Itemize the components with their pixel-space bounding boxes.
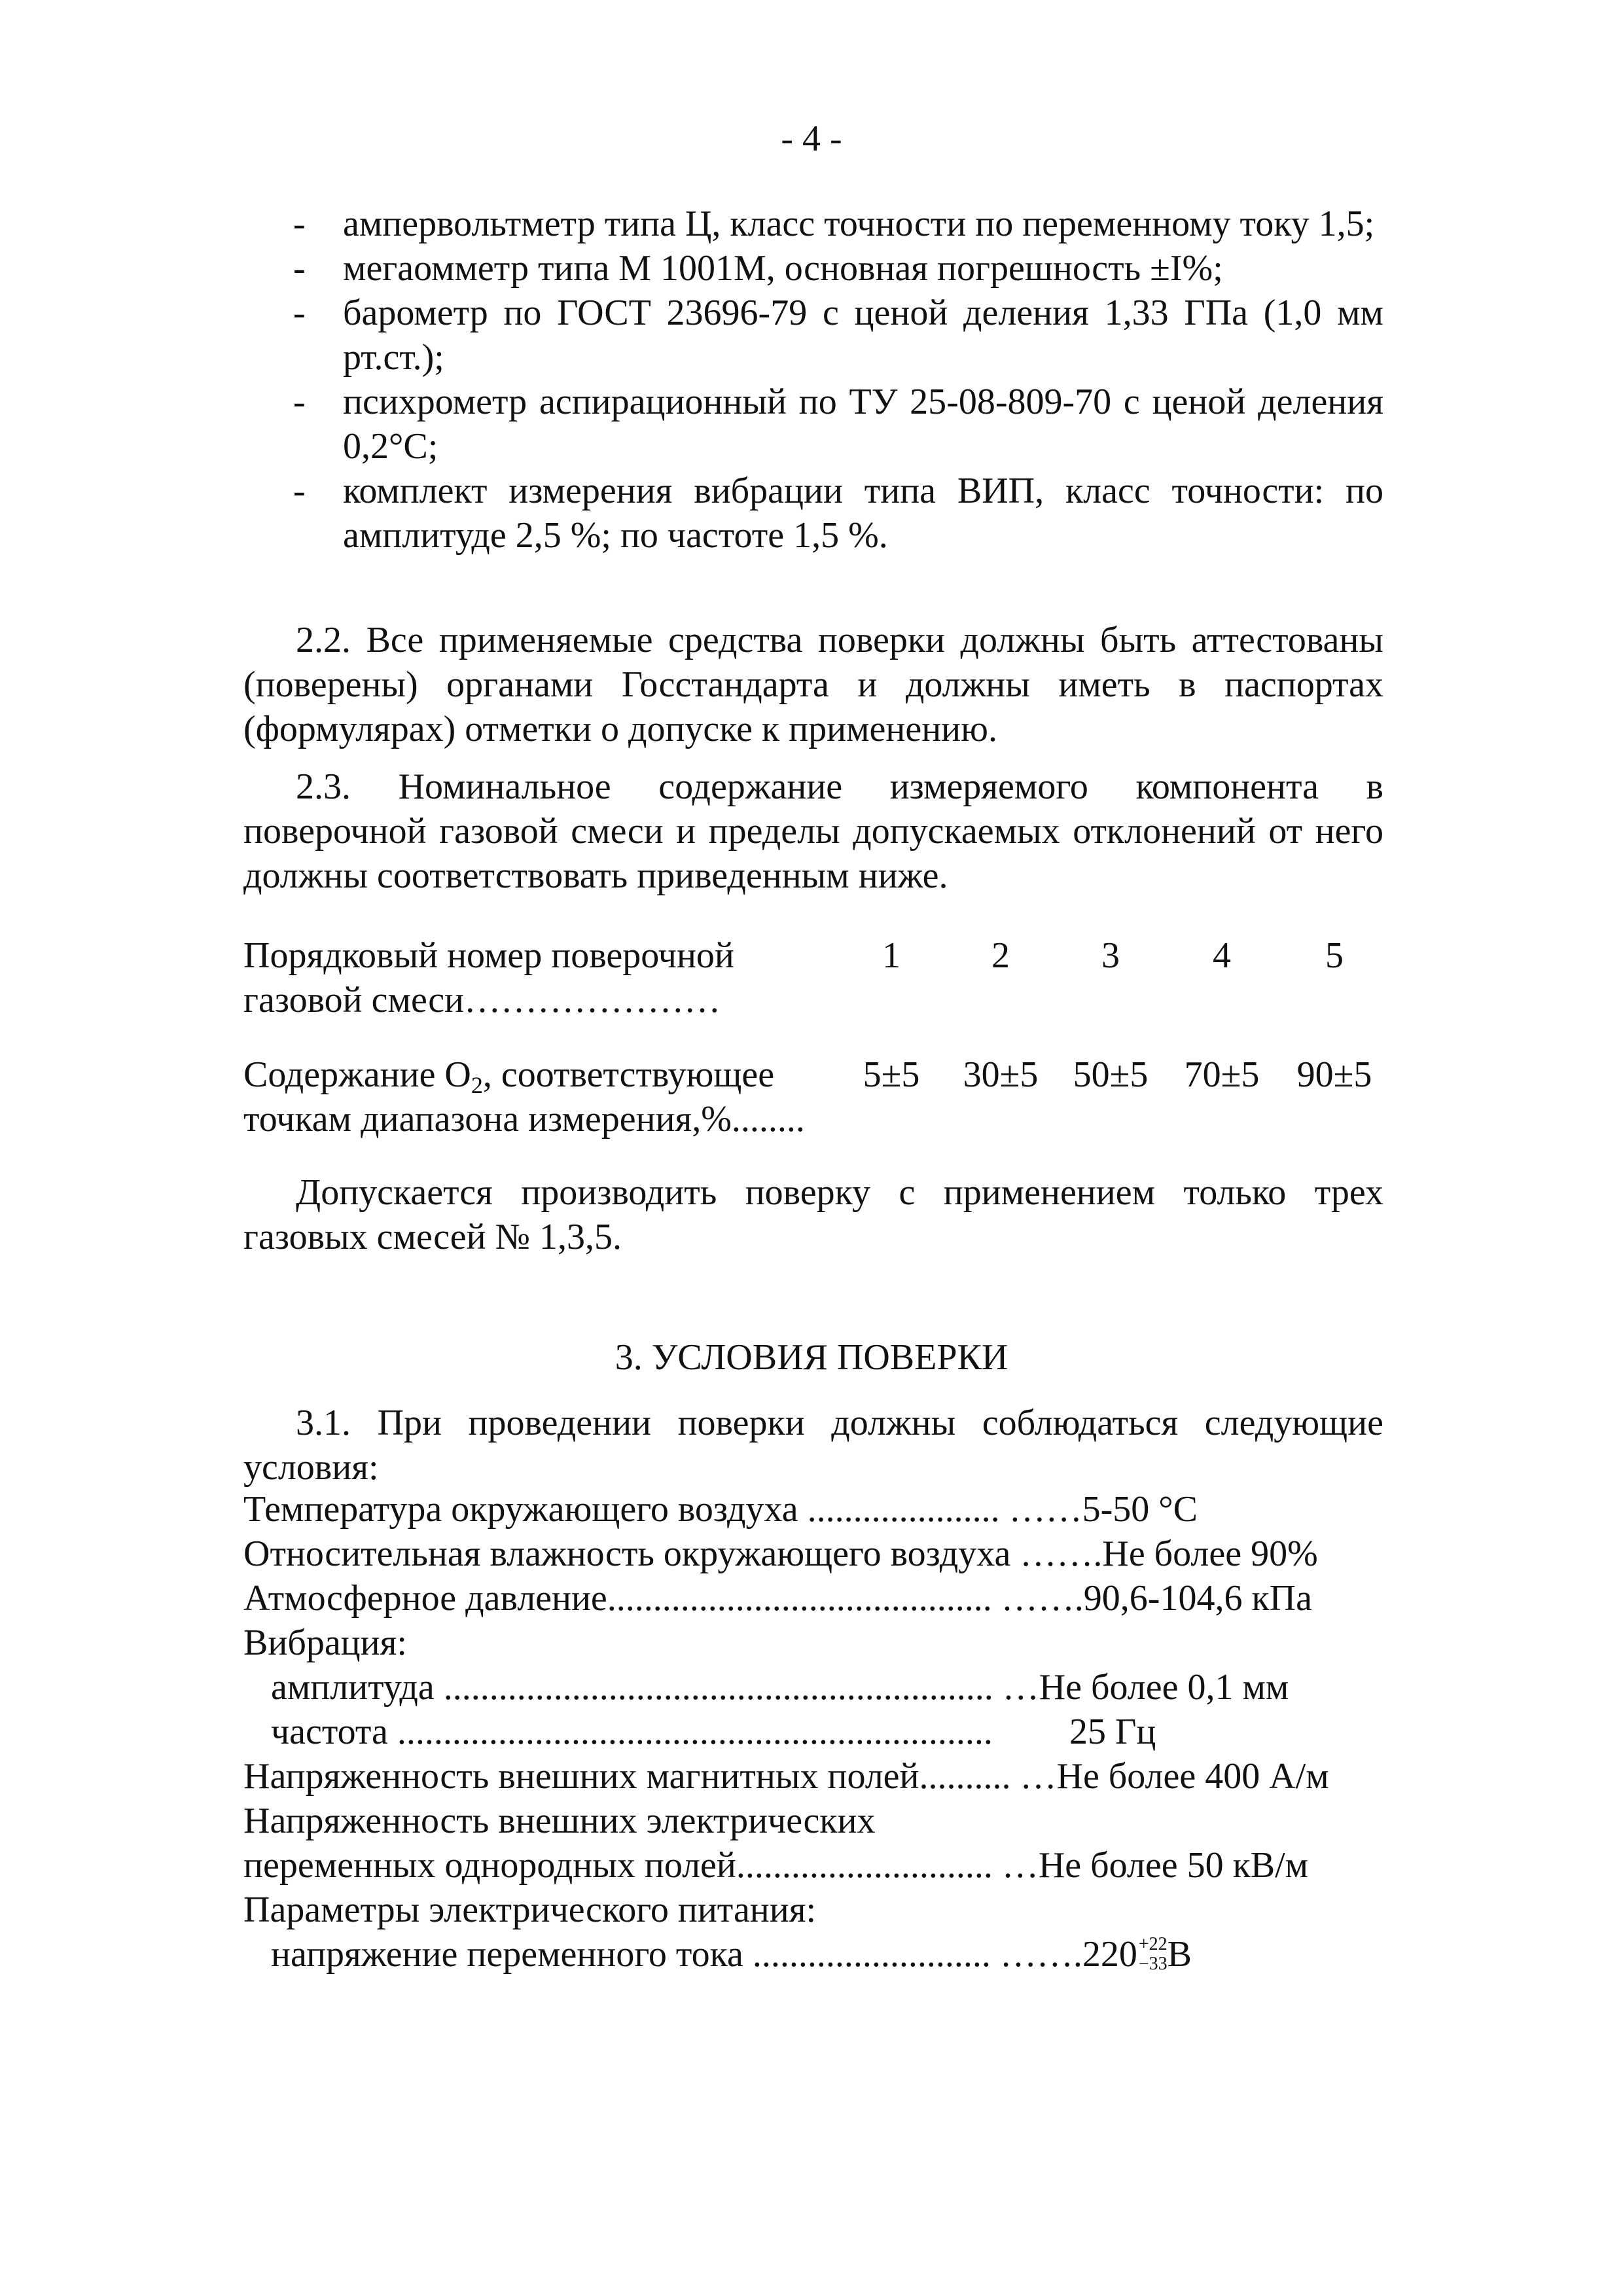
table-cell: 5±5 (863, 1054, 920, 1095)
condition-pressure: Атмосферное давление.......................................... …….90,6-104,6 кПа (243, 1578, 1312, 1619)
power-heading: Параметры электрического питания: (243, 1890, 817, 1930)
list-item (243, 246, 1383, 291)
condition-value: 25 Гц (1069, 1712, 1156, 1752)
condition-value: Не более 0,1 мм (1039, 1667, 1289, 1708)
table-row-mixture-number (243, 933, 1383, 1022)
condition-value: 90,6-104,6 кПа (1083, 1578, 1312, 1619)
condition-value: Не более 400 А/м (1056, 1756, 1329, 1797)
condition-electric-field: переменных однородных полей............................ …Не более 50 кВ/м (243, 1845, 1309, 1886)
condition-magnetic-field: Напряженность внешних магнитных полей.......... …Не более 400 А/м (243, 1756, 1329, 1797)
list-item-text: комплект измерения вибрации типа ВИП, класс точности: по амплитуде 2,5 %; по частоте 1,5 %. (343, 471, 1383, 556)
table-cell: 3 (1101, 935, 1120, 976)
condition-temperature: Температура окружающего воздуха ..................... ……5-50 °С (243, 1489, 1198, 1530)
table-cell: 2 (991, 935, 1010, 976)
list-item-text: ампервольтметр типа Ц, класс точности по переменному току 1,5; (343, 204, 1375, 244)
section-title: 3. УСЛОВИЯ ПОВЕРКИ (615, 1337, 1008, 1378)
paragraph-allowance: Допускается производить поверку с применением только трех газовых смесей № 1,3,5. (243, 1172, 1383, 1257)
bullet-dash: - (293, 248, 306, 289)
list-item (243, 380, 1383, 469)
paragraph-3-1: 3.1. При проведении поверки должны соблюдаться следующие условия: (243, 1403, 1383, 1488)
table-cell: 1 (882, 935, 901, 976)
vibration-heading: Вибрация: (243, 1623, 407, 1663)
list-item-text: психрометр аспирационный по ТУ 25-08-809-70 с ценой деления 0,2°С; (343, 382, 1383, 467)
voltage-unit: В (1167, 1934, 1192, 1975)
table-cell: 70±5 (1184, 1054, 1260, 1095)
table-cell: 4 (1213, 935, 1231, 976)
gas-mixture-table (243, 933, 1383, 1172)
row-label: Порядковый номер поверочной газовой смеси………………… (243, 935, 734, 1020)
condition-value: Не более 90% (1102, 1534, 1318, 1574)
conditions-list (243, 1487, 1383, 1977)
paragraph-2-3: 2.3. Номинальное содержание измеряемого компонента в поверочной газовой смеси и пределы допускаемых отклонений от него должны соответствовать приведенным ниже. (243, 766, 1383, 896)
list-item-text: барометр по ГОСТ 23696-79 с ценой деления 1,33 ГПа (1,0 мм рт.ст.); (343, 293, 1383, 378)
row-label: Содержание $О_2$, соответствующее точкам диапазона измерения,%........ (243, 1054, 805, 1139)
condition-amplitude: амплитуда ............................................................ …Не более 0,1 мм (271, 1667, 1289, 1708)
list-item-text: мегаомметр типа М 1001М, основная погрешность ±I%; (343, 248, 1223, 289)
table-cell: 50±5 (1073, 1054, 1149, 1095)
condition-value: 5-50 °С (1082, 1489, 1198, 1530)
paragraph-2-2: 2.2. Все применяемые средства поверки должны быть аттестованы (поверены) органами Госстандарта и должны иметь в паспортах (формулярах) отметки о допуске к применению. (243, 620, 1383, 749)
equipment-list (243, 202, 1383, 558)
electric-field-heading: Напряженность внешних электрических (243, 1801, 876, 1841)
bullet-dash: - (293, 382, 306, 422)
page-number: - 4 - (781, 118, 842, 159)
condition-value: Не более 50 кВ/м (1038, 1845, 1309, 1886)
condition-voltage: напряжение переменного тока .......................... …….220 +22 −33 В (271, 1934, 1192, 1975)
condition-frequency: частота ................................................................. 25 Гц (243, 1710, 1383, 1754)
table-row-o2-content (243, 1052, 1383, 1141)
list-item (243, 291, 1383, 380)
table-cell: 30±5 (963, 1054, 1039, 1095)
list-item (243, 202, 1383, 246)
list-item (243, 469, 1383, 558)
voltage-tolerance: +22 −33 (1138, 1934, 1168, 1975)
bullet-dash: - (293, 204, 306, 244)
condition-humidity: Относительная влажность окружающего воздуха …….Не более 90% (243, 1534, 1318, 1574)
table-cell: 90±5 (1296, 1054, 1372, 1095)
table-cell: 5 (1325, 935, 1344, 976)
bullet-dash: - (293, 293, 306, 333)
bullet-dash: - (293, 471, 306, 511)
condition-value: 220 (1082, 1934, 1137, 1975)
